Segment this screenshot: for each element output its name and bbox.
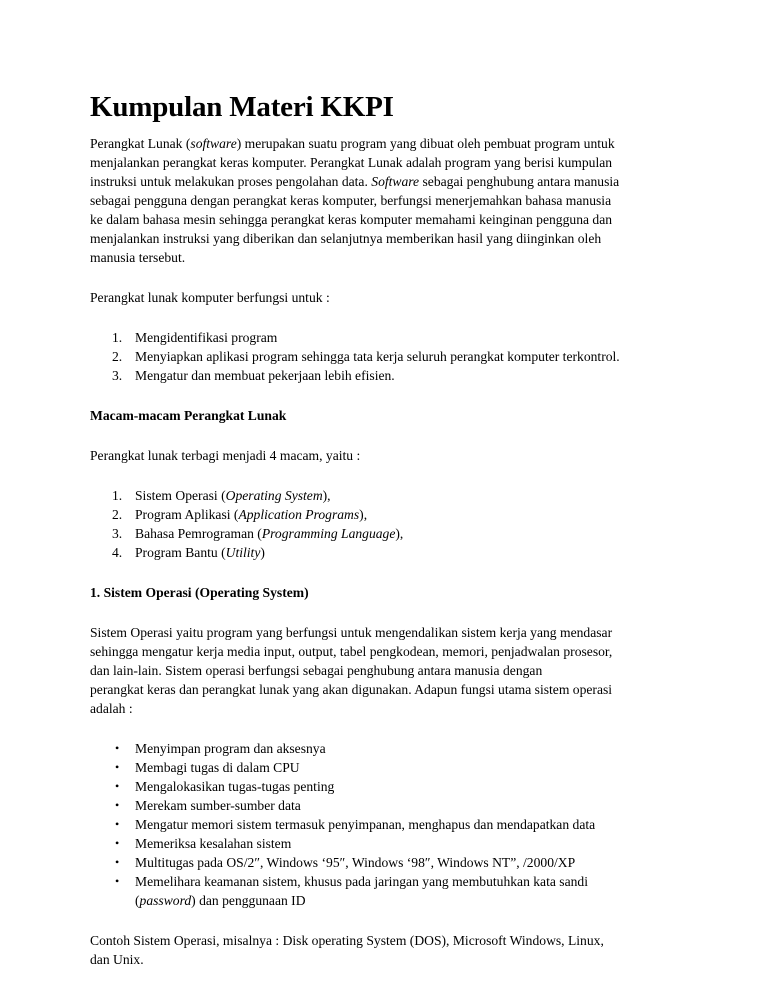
list-item: • Merekam sumber-sumber data [115, 798, 301, 813]
document-page [90, 90, 680, 990]
intro-paragraph [90, 134, 680, 267]
bullet-icon: • [115, 760, 120, 774]
bullet-icon: • [115, 855, 120, 869]
list-item: • Memeriksa kesalahan sistem [115, 836, 292, 851]
intro-line: manusia tersebut. [90, 250, 186, 265]
bullet-icon: • [115, 836, 120, 850]
section-heading-os: 1. Sistem Operasi (Operating System) [90, 585, 309, 600]
types-list [90, 486, 680, 562]
list-item: 1. Sistem Operasi (Operating System), [112, 488, 331, 503]
list-item: 2. Menyiapkan aplikasi program sehingga tata kerja seluruh perangkat komputer terkontrol. [112, 349, 620, 364]
bullet-icon: • [115, 817, 120, 831]
intro-line: menjalankan perangkat keras komputer. Perangkat Lunak adalah program yang berisi kumpulan [90, 155, 613, 170]
list-item: • Memelihara keamanan sistem, khusus pada jaringan yang membutuhkan kata sandi (password) dan penggunaan ID [115, 874, 588, 908]
intro-line: sebagai pengguna dengan perangkat keras komputer, berfungsi menerjemahkan bahasa manusia [90, 193, 612, 208]
bullet-icon: • [115, 741, 120, 755]
list-item: • Menyimpan program dan aksesnya [115, 741, 326, 756]
os-line: adalah : [90, 701, 133, 716]
list-item: 4. Program Bantu (Utility) [112, 545, 265, 560]
list-item: 3. Bahasa Pemrograman (Programming Language), [112, 526, 404, 541]
list-item: • Mengatur memori sistem termasuk penyimpanan, menghapus dan mendapatkan data [115, 817, 596, 832]
section-heading-types: Macam-macam Perangkat Lunak [90, 408, 287, 423]
os-line: dan lain-lain. Sistem operasi berfungsi sebagai penghubung antara manusia dengan [90, 663, 543, 678]
list-item: 1. Mengidentifikasi program [112, 330, 278, 345]
list-item: • Membagi tugas di dalam CPU [115, 760, 300, 775]
intro-line: instruksi untuk melakukan proses pengolahan data. Software sebagai penghubung antara manusia [90, 174, 620, 189]
bullet-icon: • [115, 798, 120, 812]
functions-lead: Perangkat lunak komputer berfungsi untuk : [90, 290, 330, 305]
intro-line: menjalankan instruksi yang diberikan dan selanjutnya memberikan hasil yang diinginkan oleh [90, 231, 602, 246]
list-item: • Multitugas pada OS/2″, Windows ‘95″, Windows ‘98″, Windows NT”, /2000/XP [115, 855, 576, 870]
list-item: • Mengalokasikan tugas-tugas penting [115, 779, 335, 794]
types-lead: Perangkat lunak terbagi menjadi 4 macam, yaitu : [90, 448, 361, 463]
document-title: Kumpulan Materi KKPI [90, 91, 394, 123]
os-example-paragraph [90, 931, 680, 969]
intro-line: Perangkat Lunak (software) merupakan suatu program yang dibuat oleh pembuat program untuk [90, 136, 615, 151]
functions-list [90, 328, 680, 385]
os-line: perangkat keras dan perangkat lunak yang akan digunakan. Adapun fungsi utama sistem operasi [90, 682, 613, 697]
os-paragraph [90, 623, 680, 718]
bullet-icon: • [115, 779, 120, 793]
example-line: dan Unix. [90, 952, 144, 967]
os-functions-list [90, 739, 680, 910]
example-line: Contoh Sistem Operasi, misalnya : Disk operating System (DOS), Microsoft Windows, Linux, [90, 933, 604, 948]
os-line: sehingga mengatur kerja media input, output, tabel pengkodean, memori, penjadwalan prosesor, [90, 644, 613, 659]
list-item: 2. Program Aplikasi (Application Programs), [112, 507, 368, 522]
bullet-icon: • [115, 874, 120, 888]
intro-line: ke dalam bahasa mesin sehingga perangkat keras komputer memahami keinginan pengguna dan [90, 212, 613, 227]
os-line: Sistem Operasi yaitu program yang berfungsi untuk mengendalikan sistem kerja yang mendasar [90, 625, 613, 640]
list-item: 3. Mengatur dan membuat pekerjaan lebih efisien. [112, 368, 395, 383]
